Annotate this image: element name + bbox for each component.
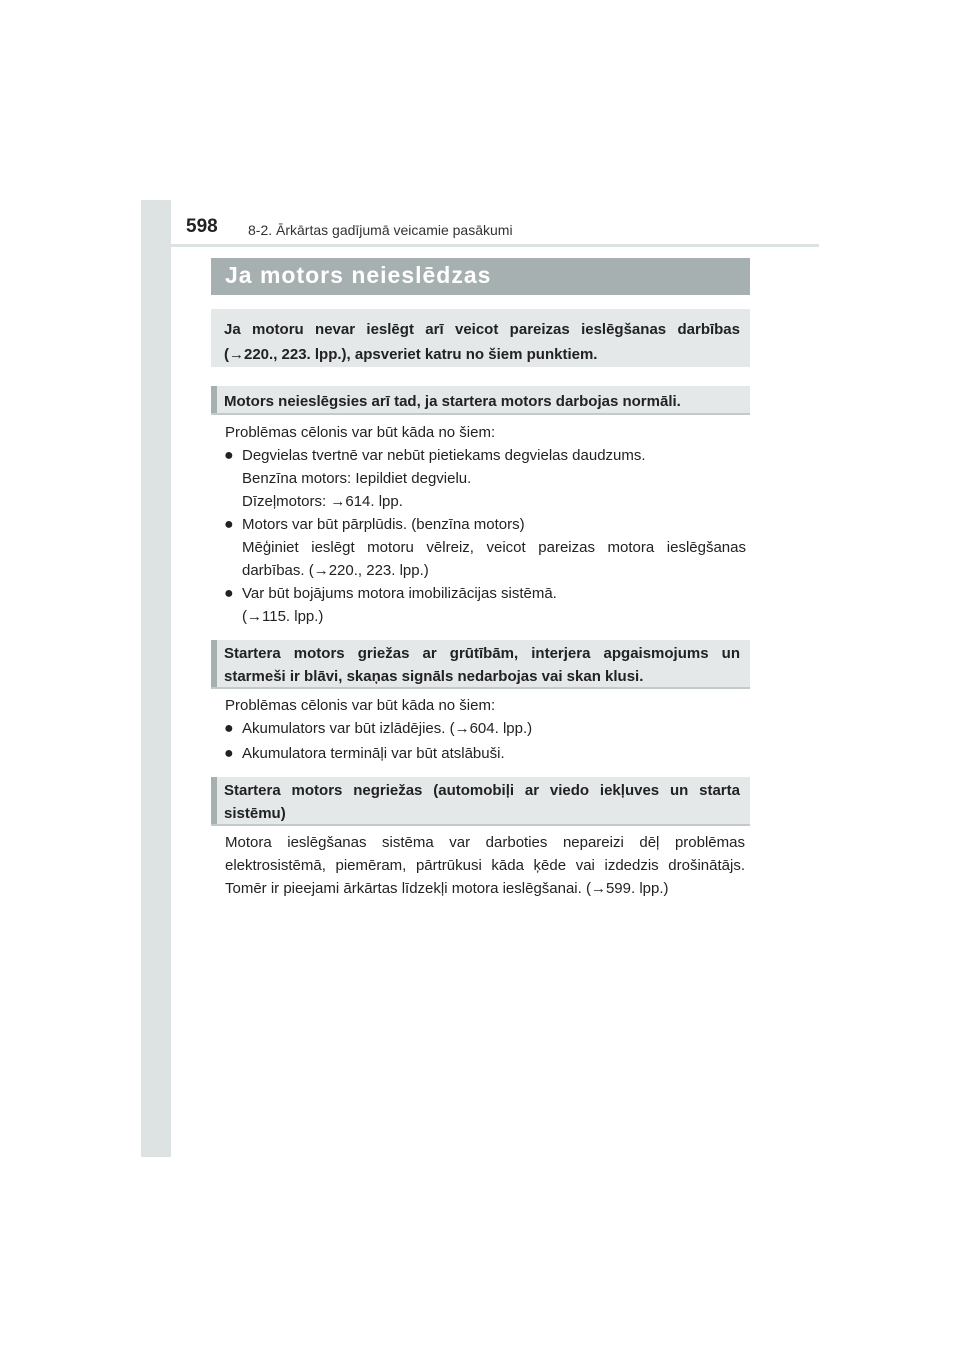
chapter-title: 8-2. Ārkārtas gadījumā veicamie pasākumi <box>248 222 513 238</box>
list-item <box>224 582 746 628</box>
page-number: 598 <box>186 216 218 237</box>
header-rule <box>171 244 819 247</box>
list-item-line: (→115. lpp.) <box>242 608 324 625</box>
list-item-line: Degvielas tvertnē var nebūt pietiekams degvielas daudzums. <box>242 447 646 464</box>
section-title-bar <box>211 258 750 295</box>
list-item-line: Akumulators var būt izlādējies. (→604. lpp.) <box>242 720 533 737</box>
list-item-line: Dīzeļmotors: →614. lpp. <box>242 493 403 510</box>
subheading-3: Startera motors negriežas (automobiļi ar viedo iekļuves un starta sistēmu) <box>224 782 740 822</box>
list-item <box>224 717 746 740</box>
list-item-line: Akumulatora termināļi var būt atslābuši. <box>242 745 505 762</box>
section-2-lead: Problēmas cēlonis var būt kāda no šiem: <box>225 697 496 714</box>
side-strip <box>141 200 171 1157</box>
bullet-icon: ● <box>224 585 234 602</box>
list-item-line: Motors var būt pārplūdis. (benzīna motors) <box>242 516 525 533</box>
intro-text: Ja motoru nevar ieslēgt arī veicot pareizas ieslēgšanas darbības (→220., 223. lpp.), apsveriet katru no šiem punktiem. <box>224 321 740 363</box>
section-1-lead: Problēmas cēlonis var būt kāda no šiem: <box>225 424 496 441</box>
subheading-box-3 <box>211 777 750 826</box>
list-item-line: Mēģiniet ieslēgt motoru vēlreiz, veicot pareizas motora ieslēgšanas darbības. (→220., 223. lpp.) <box>242 539 746 579</box>
list-item <box>224 513 746 582</box>
bullet-icon: ● <box>224 720 234 737</box>
bullet-icon: ● <box>224 447 234 464</box>
list-item-line: Benzīna motors: Iepildiet degvielu. <box>242 470 472 487</box>
list-item-line: Var būt bojājums motora imobilizācijas sistēmā. <box>242 585 557 602</box>
subheading-1: Motors neieslēgsies arī tad, ja startera motors darbojas normāli. <box>224 393 681 410</box>
list-item <box>224 742 746 765</box>
subheading-marker-2 <box>211 640 217 687</box>
subheading-2: Startera motors griežas ar grūtībām, interjera apgaismojums un starmeši ir blāvi, skaņas signāls nedarbojas vai skan klusi. <box>224 645 740 685</box>
subheading-marker-1 <box>211 386 217 413</box>
subheading-marker-3 <box>211 777 217 824</box>
subheading-box-2 <box>211 640 750 689</box>
bullet-icon: ● <box>224 745 234 762</box>
section-3-paragraph: Motora ieslēgšanas sistēma var darboties nepareizi dēļ problēmas elektrosistēmā, piemēram, pārtrūkusi kāda ķēde vai izdedzis drošinātājs. Tomēr ir pieejami ārkārtas līdzekļi motora ieslēgšanai. (→599. lpp.) <box>225 834 745 897</box>
list-item <box>224 444 746 513</box>
intro-box <box>211 309 750 367</box>
section-title: Ja motors neieslēdzas <box>225 262 492 288</box>
subheading-box-1 <box>211 386 750 415</box>
bullet-icon: ● <box>224 516 234 533</box>
